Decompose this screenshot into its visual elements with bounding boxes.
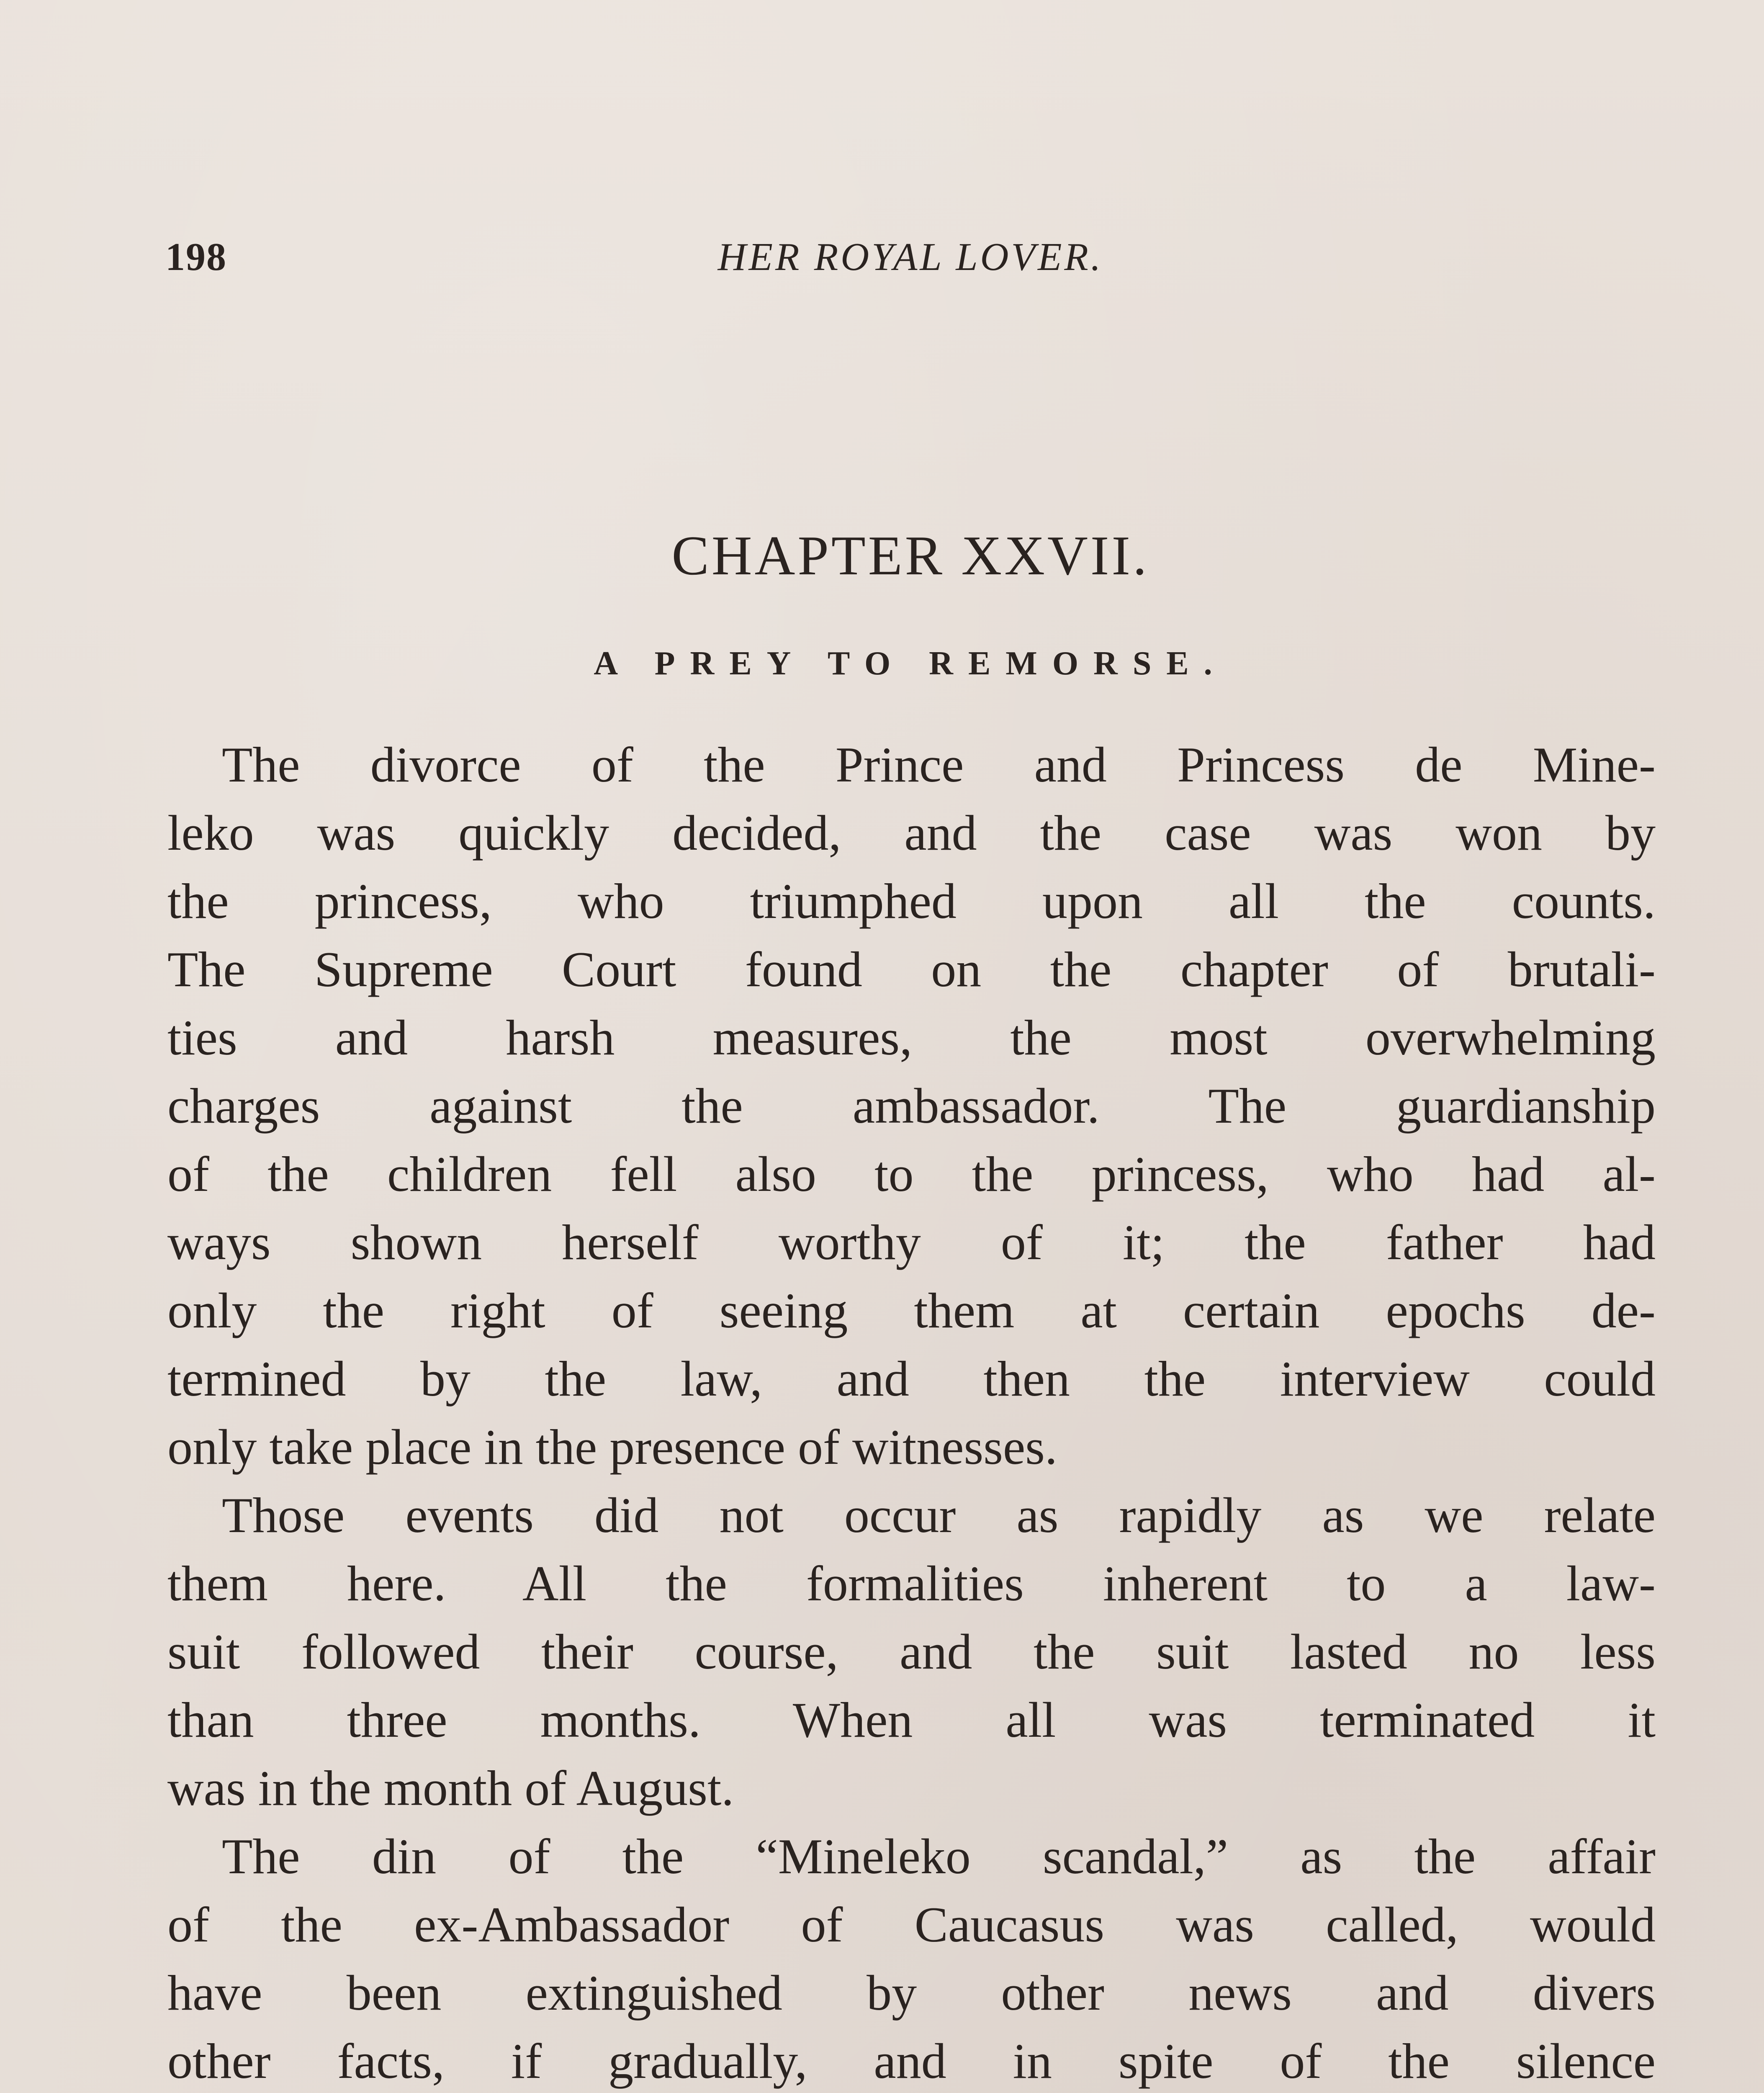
text-line: suit followed their course, and the suit lasted no less <box>167 1624 1656 1679</box>
running-title: HER ROYAL LOVER. <box>717 235 1103 279</box>
text-line: termined by the law, and then the interview could <box>167 1351 1656 1406</box>
text-line: ties and harsh measures, the most overwhelming <box>167 1010 1656 1065</box>
body-text <box>167 730 1656 2093</box>
text-line: The divorce of the Prince and Princess de Mine- <box>222 737 1656 792</box>
text-line: Those events did not occur as rapidly as we relate <box>222 1487 1656 1543</box>
running-head <box>165 234 1656 293</box>
text-line: other facts, if gradually, and in spite of the silence <box>167 2033 1656 2089</box>
text-line: was in the month of August. <box>167 1760 734 1816</box>
text-line: the princess, who triumphed upon all the counts. <box>167 873 1656 929</box>
page-number: 198 <box>165 235 227 279</box>
text-line: have been extinguished by other news and divers <box>167 1965 1656 2021</box>
chapter-title: CHAPTER XXVII. <box>671 525 1149 586</box>
text-line: than three months. When all was terminated it <box>167 1692 1656 1748</box>
text-line: ways shown herself worthy of it; the father had <box>167 1214 1656 1270</box>
text-line: them here. All the formalities inherent to a law- <box>167 1556 1656 1611</box>
text-line: charges against the ambassador. The guardianship <box>167 1078 1656 1134</box>
text-line: leko was quickly decided, and the case was won by <box>167 805 1656 861</box>
text-line: of the ex-Ambassador of Caucasus was called, would <box>167 1897 1656 1952</box>
text-line: The Supreme Court found on the chapter of brutali- <box>167 941 1656 997</box>
text-line: The din of the “Mineleko scandal,” as the affair <box>222 1828 1656 1884</box>
text-line: only take place in the presence of witnesses. <box>167 1419 1057 1475</box>
text-line: only the right of seeing them at certain epochs de- <box>167 1283 1656 1338</box>
chapter-subtitle: A PREY TO REMORSE. <box>594 645 1227 682</box>
text-line: of the children fell also to the princess, who had al- <box>167 1146 1656 1202</box>
